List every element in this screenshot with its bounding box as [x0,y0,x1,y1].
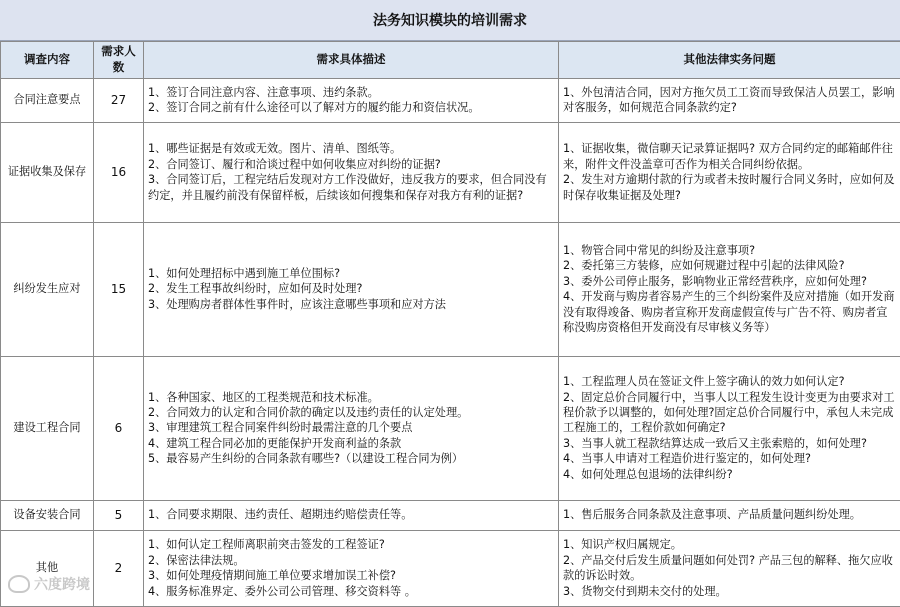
need-item: 3、处理购房者群体性事件时，应该注意哪些事项和应对方法 [148,297,554,312]
issue-item: 2、委托第三方装修，应如何规避过程中引起的法律风险? [563,258,896,273]
training-needs-table [0,41,900,607]
table-row [1,122,900,222]
issue-item: 1、外包清洁合同，因对方拖欠员工工资而导致保洁人员罢工，影响对客服务，如何规范合同条款约定? [563,85,896,116]
row-category: 建设工程合同 [1,356,94,500]
row-needs [144,530,559,606]
row-category: 合同注意要点 [1,78,94,122]
row-count: 16 [94,122,144,222]
row-issues [559,530,900,606]
issue-item: 4、如何处理总包退场的法律纠纷? [563,467,896,482]
issue-item: 1、证据收集，微信聊天记录算证据吗? 双方合同约定的邮箱邮件往来，附件文件没盖章可否作为相关合同纠纷依据。 [563,141,896,172]
row-issues [559,356,900,500]
row-category: 其他 [1,530,94,606]
header-needs: 需求具体描述 [144,42,559,79]
table-row [1,222,900,356]
need-item: 4、服务标准界定、委外公司公司管理、移交资料等 。 [148,584,554,599]
row-needs [144,356,559,500]
issue-item: 2、产品交付后发生质量问题如何处罚? 产品三包的解释、拖欠应收款的诉讼时效。 [563,553,896,584]
issue-item: 3、货物交付到期未交付的处理。 [563,584,896,599]
need-item: 1、签订合同注意内容、注意事项、违约条款。 [148,85,554,100]
row-count: 6 [94,356,144,500]
row-count: 5 [94,500,144,530]
row-category: 设备安装合同 [1,500,94,530]
header-topic: 调查内容 [1,42,94,79]
header-row [1,42,900,79]
row-issues [559,122,900,222]
issue-item: 4、当事人申请对工程造价进行鉴定的，如何处理? [563,451,896,466]
need-item: 2、合同签订、履行和洽谈过程中如何收集应对纠纷的证据? [148,157,554,172]
issue-item: 1、物管合同中常见的纠纷及注意事项? [563,243,896,258]
issue-item: 3、委外公司停止服务，影响物业正常经营秩序，应如何处理? [563,274,896,289]
row-category: 纠纷发生应对 [1,222,94,356]
row-needs [144,122,559,222]
issue-item: 2、发生对方逾期付款的行为或者未按时履行合同义务时，应如何及时保存收集证据及处理? [563,172,896,203]
sheet-title: 法务知识模块的培训需求 [0,0,900,41]
watermark-text: 六度跨境 [34,574,90,594]
need-item: 4、建筑工程合同必加的更能保护开发商利益的条款 [148,436,554,451]
row-issues [559,500,900,530]
row-count: 27 [94,78,144,122]
row-issues [559,222,900,356]
table-row [1,356,900,500]
row-issues [559,78,900,122]
issue-item: 1、知识产权归属规定。 [563,537,896,552]
need-item: 5、最容易产生纠纷的合同条款有哪些?（以建设工程合同为例） [148,451,554,466]
need-item: 3、如何处理疫情期间施工单位要求增加误工补偿? [148,568,554,583]
issue-item: 3、当事人就工程款结算达成一致后又主张索赔的，如何处理? [563,436,896,451]
need-item: 1、哪些证据是有效或无效。图片、清单、图纸等。 [148,141,554,156]
row-needs [144,500,559,530]
need-item: 2、签订合同之前有什么途径可以了解对方的履约能力和资信状况。 [148,100,554,115]
issue-item: 1、售后服务合同条款及注意事项、产品质量问题纠纷处理。 [563,507,896,522]
issue-item: 4、开发商与购房者容易产生的三个纠纷案件及应对措施（如开发商没有取得竣备、购房者宣称开发商虚假宣传与广告不符、购房者宣称没购房资格但开发商没有尽审核义务等） [563,289,896,335]
header-issues: 其他法律实务问题 [559,42,900,79]
row-needs [144,78,559,122]
need-item: 2、发生工程事故纠纷时，应如何及时处理? [148,281,554,296]
need-item: 3、合同签订后，工程完结后发现对方工作没做好，违反我方的要求，但合同没有约定，并且履约前没有保留样板，后续该如何搜集和保存对我方有利的证据? [148,172,554,203]
row-count: 15 [94,222,144,356]
need-item: 3、审理建筑工程合同案件纠纷时最需注意的几个要点 [148,420,554,435]
need-item: 1、各种国家、地区的工程类规范和技术标准。 [148,390,554,405]
header-count: 需求人数 [94,42,144,79]
table-row [1,530,900,606]
need-item: 1、如何处理招标中遇到施工单位围标? [148,266,554,281]
need-item: 1、如何认定工程师离职前突击签发的工程签证? [148,537,554,552]
table-row [1,78,900,122]
row-category: 证据收集及保存 [1,122,94,222]
row-needs [144,222,559,356]
row-count: 2 [94,530,144,606]
table-row [1,500,900,530]
need-item: 2、合同效力的认定和合同价款的确定以及违约责任的认定处理。 [148,405,554,420]
need-item: 1、合同要求期限、违约责任、超期违约赔偿责任等。 [148,507,554,522]
issue-item: 2、固定总价合同履行中，当事人以工程发生设计变更为由要求对工程价款予以调整的，如何处理?固定总价合同履行中，承包人未完成工程施工的，工程价款如何确定? [563,390,896,436]
need-item: 2、保密法律法规。 [148,553,554,568]
issue-item: 1、工程监理人员在签证文件上签字确认的效力如何认定? [563,374,896,389]
